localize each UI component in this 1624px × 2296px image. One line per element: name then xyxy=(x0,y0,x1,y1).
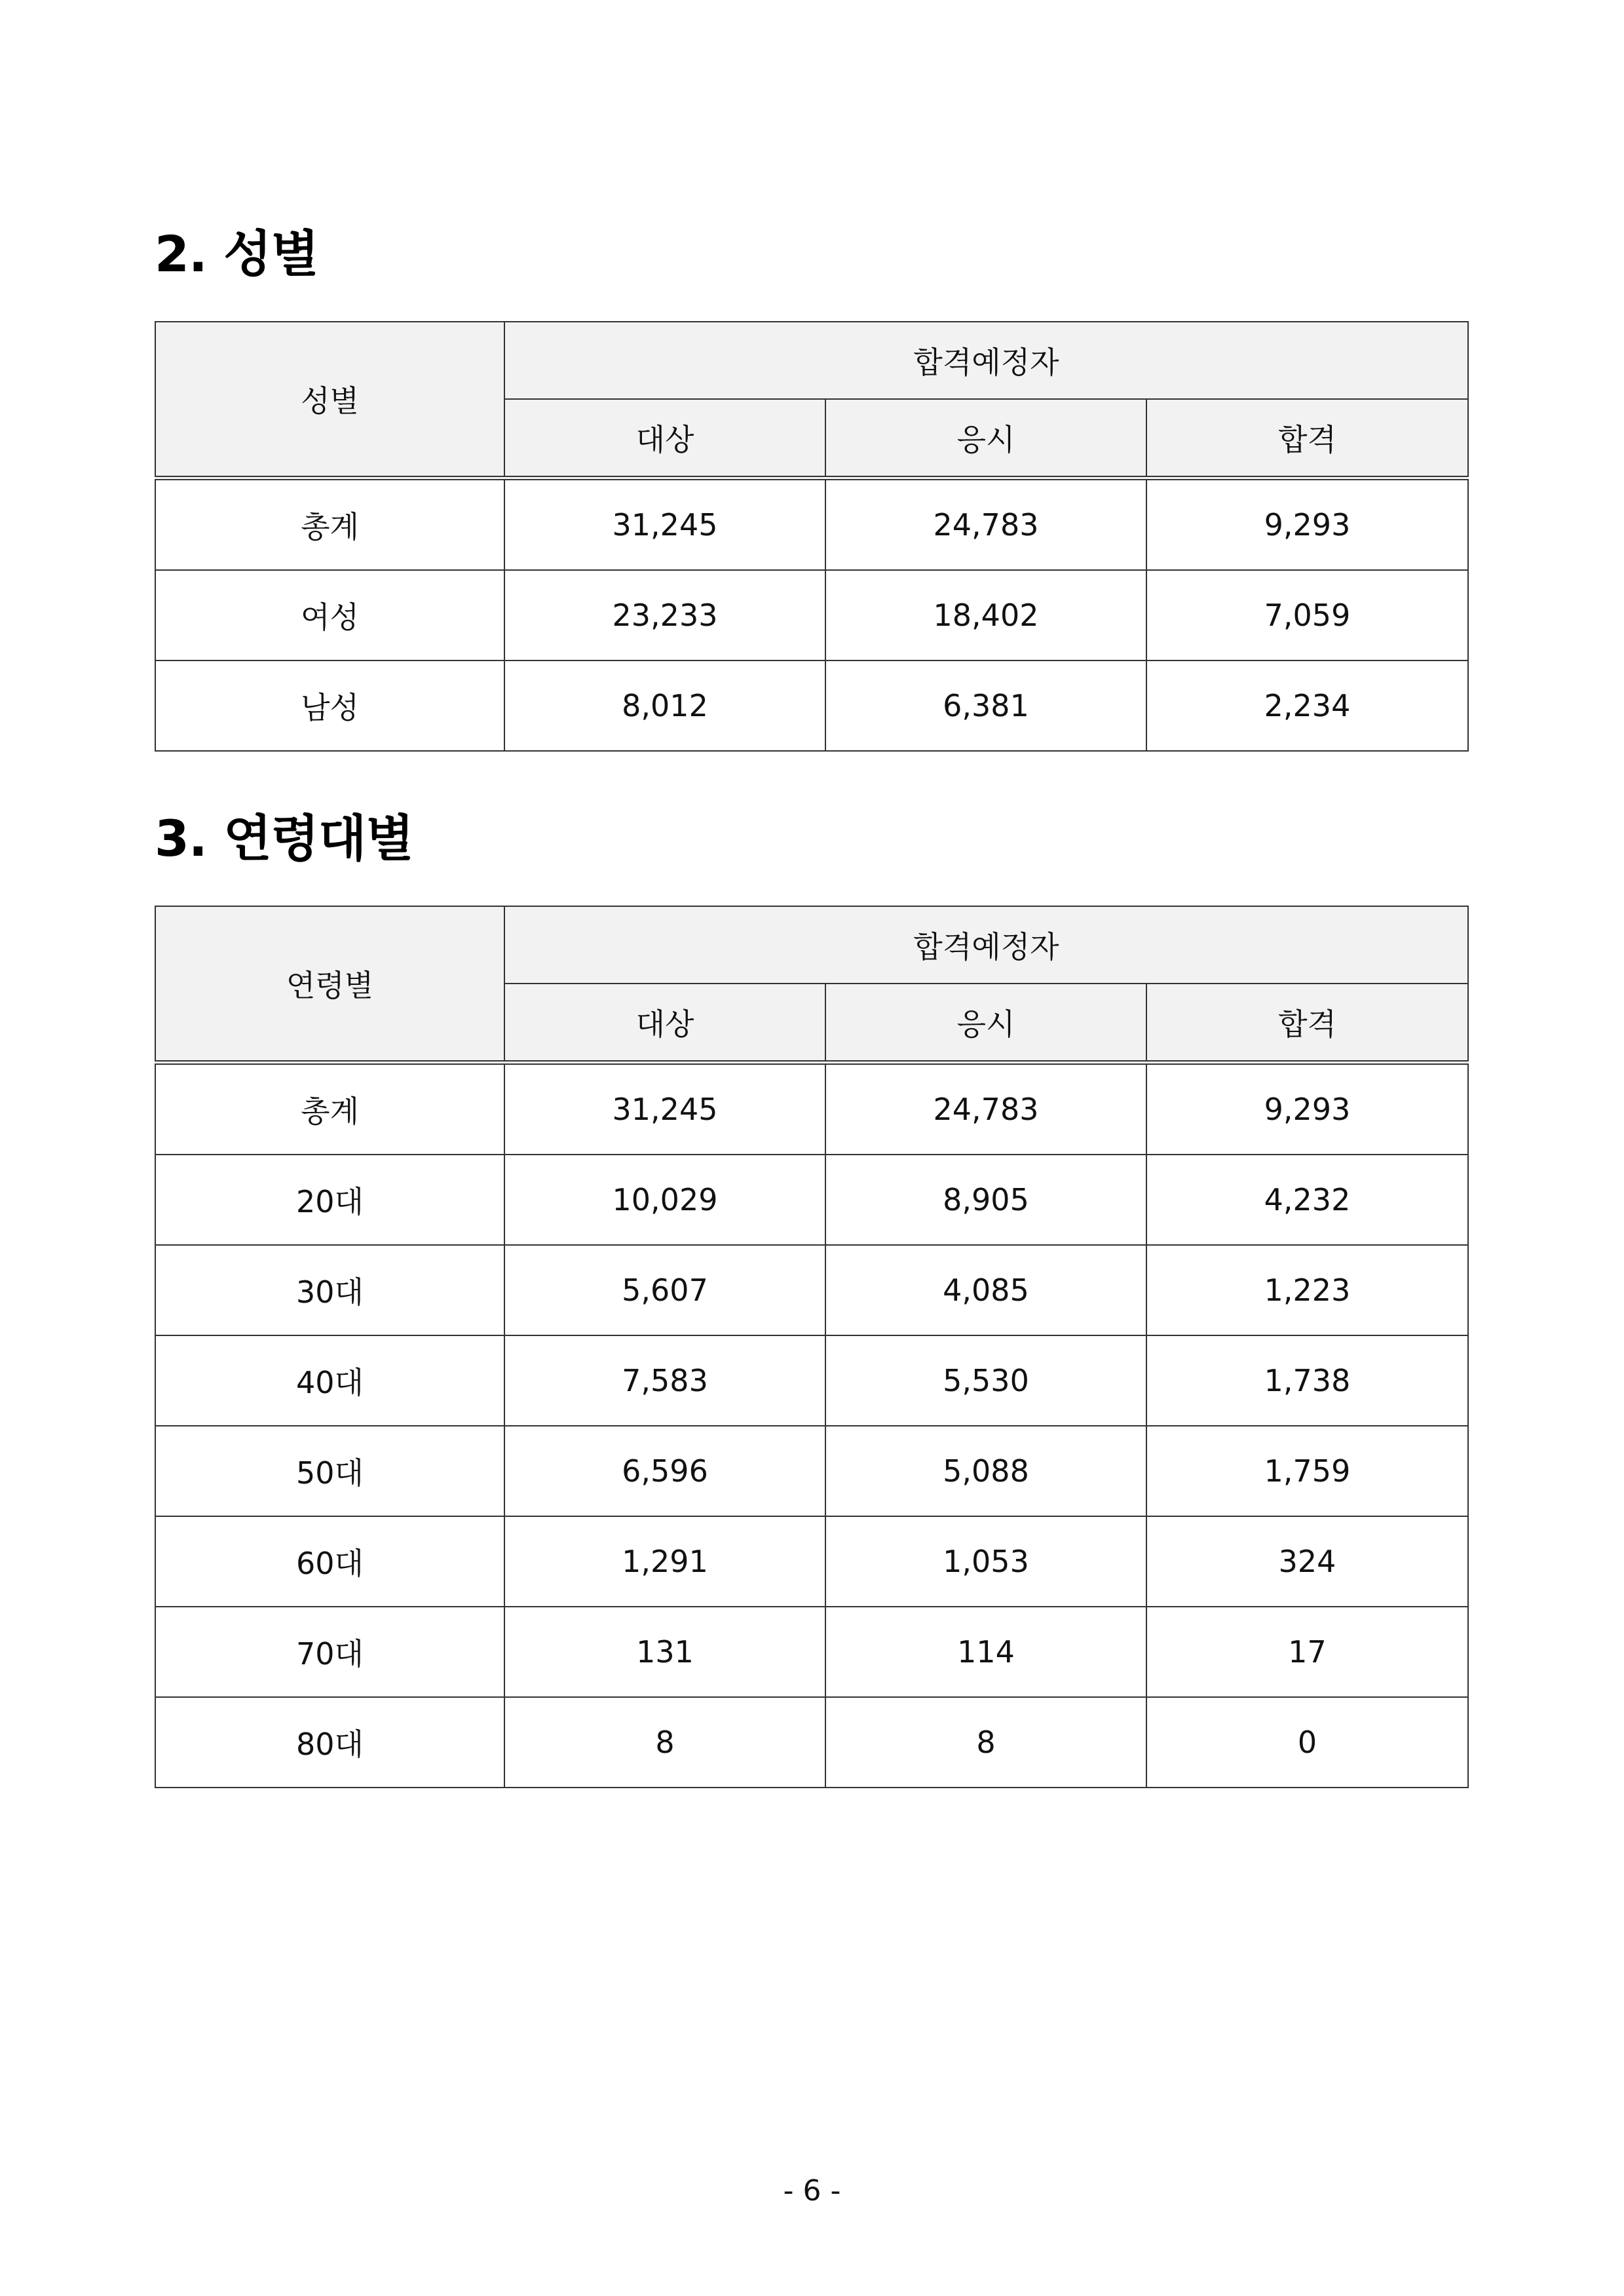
row-header: 성별 xyxy=(155,322,504,478)
table-cell: 1,759 xyxy=(1146,1426,1468,1516)
table-row xyxy=(155,660,1468,751)
table-cell: 4,232 xyxy=(1146,1155,1468,1245)
table-cell: 8,905 xyxy=(825,1155,1146,1245)
column-header: 합격 xyxy=(1146,399,1468,478)
table-cell: 8 xyxy=(825,1697,1146,1788)
table-cell: 4,085 xyxy=(825,1245,1146,1335)
row-label: 80대 xyxy=(155,1697,504,1788)
table-row xyxy=(155,1245,1468,1335)
table-cell: 18,402 xyxy=(825,570,1146,660)
table-cell: 2,234 xyxy=(1146,660,1468,751)
group-header: 합격예정자 xyxy=(504,322,1468,399)
column-header: 합격 xyxy=(1146,984,1468,1063)
table-cell: 114 xyxy=(825,1607,1146,1697)
table-cell: 324 xyxy=(1146,1516,1468,1607)
table-row xyxy=(155,1697,1468,1788)
age-table xyxy=(155,906,1469,1788)
table-cell: 10,029 xyxy=(504,1155,825,1245)
column-header: 대상 xyxy=(504,984,825,1063)
table-cell: 7,059 xyxy=(1146,570,1468,660)
row-label: 남성 xyxy=(155,660,504,751)
group-header: 합격예정자 xyxy=(504,906,1468,984)
table-cell: 9,293 xyxy=(1146,1063,1468,1155)
table-row xyxy=(155,1063,1468,1155)
table-cell: 131 xyxy=(504,1607,825,1697)
table-row xyxy=(155,1607,1468,1697)
table-cell: 0 xyxy=(1146,1697,1468,1788)
row-label: 40대 xyxy=(155,1335,504,1426)
table-cell: 5,607 xyxy=(504,1245,825,1335)
section-title-gender: 2. 성별 xyxy=(155,225,319,283)
row-label: 20대 xyxy=(155,1155,504,1245)
column-header: 대상 xyxy=(504,399,825,478)
table-row xyxy=(155,1335,1468,1426)
row-label: 여성 xyxy=(155,570,504,660)
table-cell: 1,738 xyxy=(1146,1335,1468,1426)
table-cell: 5,530 xyxy=(825,1335,1146,1426)
table-cell: 8,012 xyxy=(504,660,825,751)
table-cell: 17 xyxy=(1146,1607,1468,1697)
table-cell: 6,381 xyxy=(825,660,1146,751)
table-row xyxy=(155,478,1468,571)
table-cell: 9,293 xyxy=(1146,478,1468,571)
column-header: 응시 xyxy=(825,399,1146,478)
row-label: 60대 xyxy=(155,1516,504,1607)
row-label: 70대 xyxy=(155,1607,504,1697)
gender-table xyxy=(155,321,1469,752)
row-header: 연령별 xyxy=(155,906,504,1063)
column-header: 응시 xyxy=(825,984,1146,1063)
table-row xyxy=(155,570,1468,660)
table-row xyxy=(155,1516,1468,1607)
row-label: 30대 xyxy=(155,1245,504,1335)
table-cell: 8 xyxy=(504,1697,825,1788)
table-cell: 5,088 xyxy=(825,1426,1146,1516)
row-label: 50대 xyxy=(155,1426,504,1516)
table-cell: 23,233 xyxy=(504,570,825,660)
table-cell: 1,291 xyxy=(504,1516,825,1607)
table-row xyxy=(155,1155,1468,1245)
row-label: 총계 xyxy=(155,1063,504,1155)
table-cell: 31,245 xyxy=(504,1063,825,1155)
section-title-age: 3. 연령대별 xyxy=(155,809,413,868)
table-cell: 31,245 xyxy=(504,478,825,571)
table-cell: 24,783 xyxy=(825,478,1146,571)
table-cell: 7,583 xyxy=(504,1335,825,1426)
page-number: - 6 - xyxy=(783,2174,841,2208)
table-cell: 24,783 xyxy=(825,1063,1146,1155)
table-row xyxy=(155,1426,1468,1516)
table-cell: 1,053 xyxy=(825,1516,1146,1607)
table-cell: 1,223 xyxy=(1146,1245,1468,1335)
table-cell: 6,596 xyxy=(504,1426,825,1516)
row-label: 총계 xyxy=(155,478,504,571)
